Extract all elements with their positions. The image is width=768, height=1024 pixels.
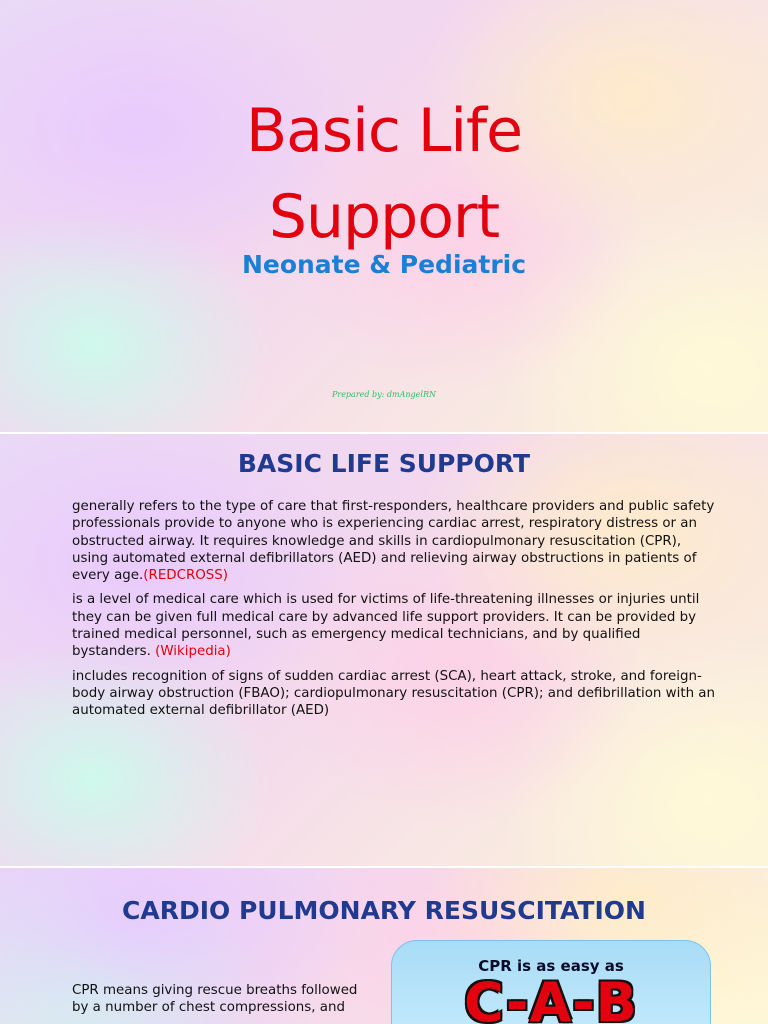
- slide-heading: CARDIO PULMONARY RESUSCITATION: [122, 896, 646, 925]
- list-item: [56, 498, 716, 584]
- bullet-text: is a level of medical care which is used for victims of life-threatening illnesses or injuries until they can be given full medical care by advanced life support providers. It can be provided by trained medical personnel, such as emergency medical technicians, and by qualified bystanders.: [72, 592, 700, 660]
- bullet-text: generally refers to the type of care that first-responders, healthcare providers and public safety professionals provide to anyone who is experiencing cardiac arrest, respiratory distress or an obstructed airway. It requires knowledge and skills in cardiopulmonary resuscitation (CPR), using automated external defibrillators (AED) and relieving airway obstructions in patients of every age.: [72, 499, 715, 584]
- slide-heading: BASIC LIFE SUPPORT: [237, 449, 531, 478]
- list-item: [56, 668, 716, 720]
- cpr-cab-image: [391, 940, 711, 1024]
- list-item: [56, 982, 376, 1017]
- basic-life-support-slide: [0, 434, 768, 866]
- cab-letters: C-A-B: [464, 971, 638, 1024]
- title-slide: [0, 0, 768, 432]
- list-item: [56, 591, 716, 660]
- bullet-source: (Wikipedia): [155, 644, 231, 660]
- author-credit: Prepared by: dmAngelRN: [331, 390, 436, 399]
- slide-title: [0, 88, 768, 260]
- cab-caption: CPR is as easy as: [478, 957, 624, 975]
- cpr-slide: [0, 868, 768, 1024]
- title-line-1: Basic Life: [245, 96, 523, 166]
- bullet-text: includes recognition of signs of sudden cardiac arrest (SCA), heart attack, stroke, and foreign-body airway obstruction (FBAO); cardiopulmonary resuscitation (CPR); and defibrillation with an automated external defibrillator (AED): [72, 668, 716, 719]
- title-line-2: Support: [268, 182, 500, 252]
- bullet-source: (REDCROSS): [143, 568, 229, 584]
- bullet-list: [56, 982, 376, 1017]
- bullet-list: [56, 498, 716, 727]
- slide-subtitle: Neonate & Pediatric: [241, 250, 527, 279]
- bullet-text: CPR means giving rescue breaths followed by a number of chest compressions, and: [72, 983, 358, 1016]
